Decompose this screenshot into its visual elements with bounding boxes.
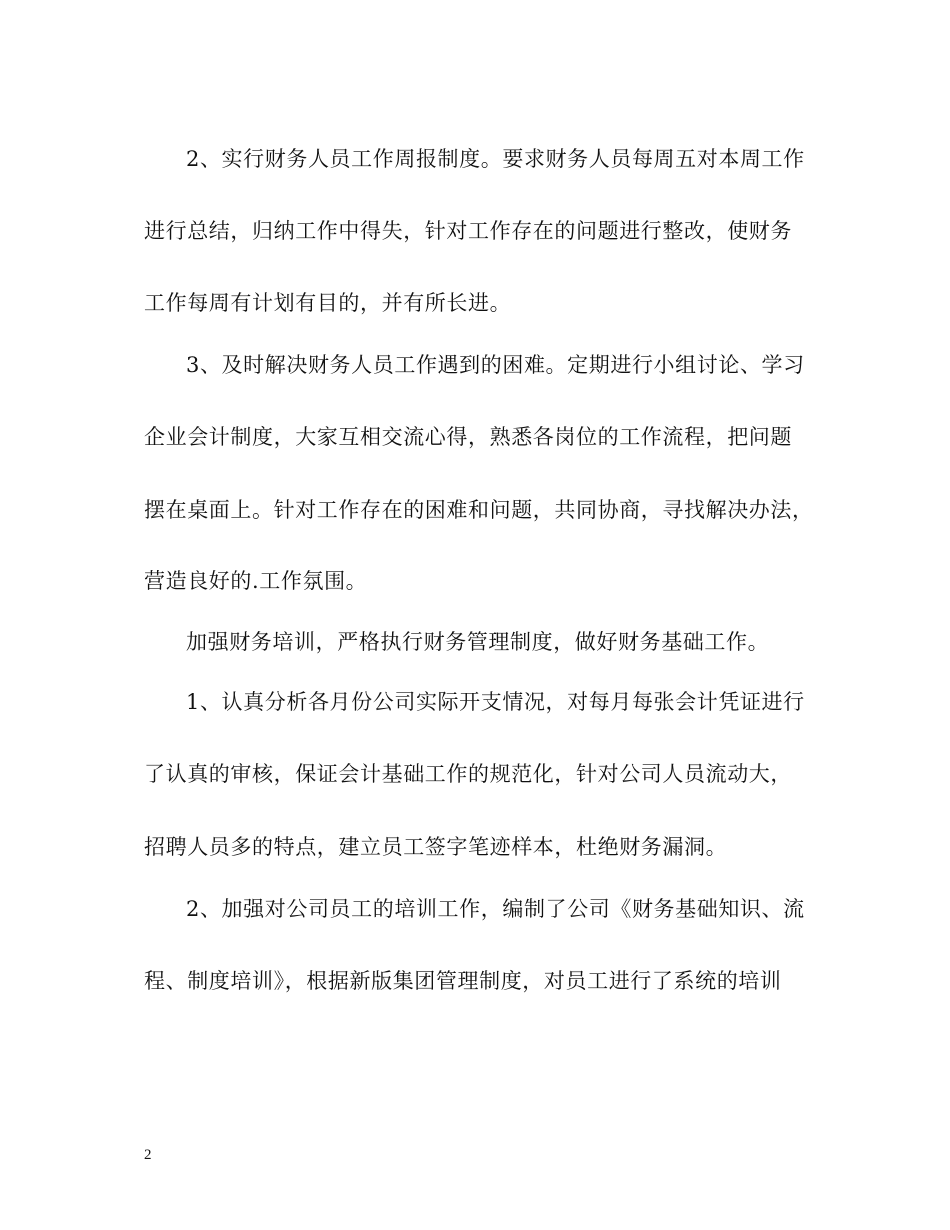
text-line: 2、实行财务人员工作周报制度。要求财务人员每周五对本周工作: [186, 147, 805, 171]
text-line: 程、制度培训》，根据新版集团管理制度，对员工进行了系统的培训: [144, 969, 782, 993]
text-line: 3、及时解决财务人员工作遇到的困难。定期进行小组讨论、学习: [186, 353, 805, 377]
page-number: 2: [144, 1147, 152, 1163]
text-line: 了认真的审核，保证会计基础工作的规范化，针对公司人员流动大，: [144, 762, 792, 786]
text-line: 2、加强对公司员工的培训工作，编制了公司《财务基础知识、流: [186, 897, 805, 921]
text-line: 摆在桌面上。针对工作存在的困难和问题，共同协商，寻找解决办法，: [144, 498, 814, 522]
text-line: 进行总结，归纳工作中得失，针对工作存在的问题进行整改，使财务: [144, 219, 792, 243]
text-line: 工作每周有计划有目的，并有所长进。: [144, 291, 512, 315]
text-line: 企业会计制度，大家互相交流心得，熟悉各岗位的工作流程，把问题: [144, 425, 792, 449]
section-heading: 加强财务培训，严格执行财务管理制度，做好财务基础工作。: [186, 630, 770, 654]
text-line: 1、认真分析各月份公司实际开支情况，对每月每张会计凭证进行: [186, 690, 805, 714]
text-line: 营造良好的.工作氛围。: [144, 569, 368, 593]
text-line: 招聘人员多的特点，建立员工签字笔迹样本，杜绝财务漏洞。: [144, 835, 728, 859]
